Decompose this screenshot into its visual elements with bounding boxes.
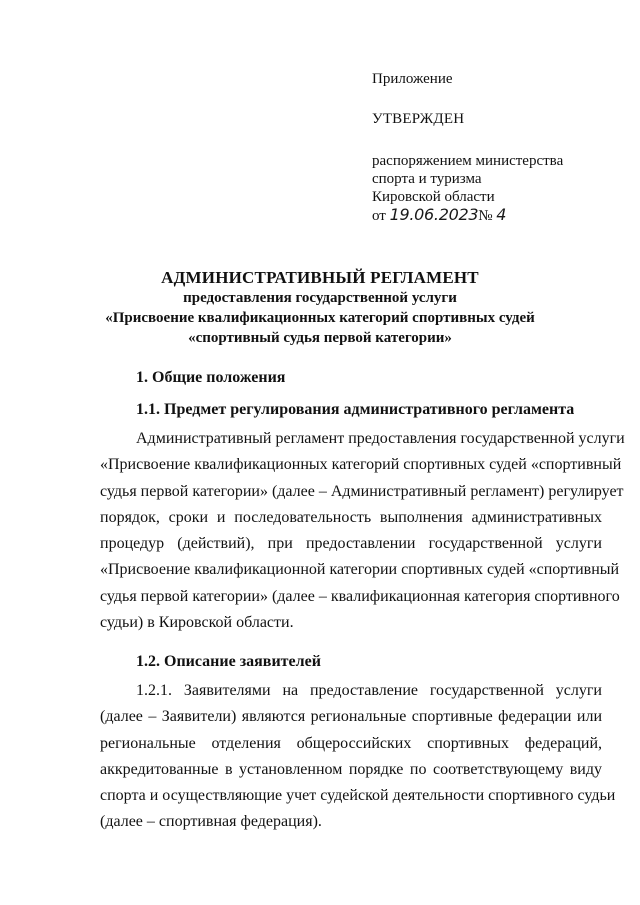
paragraph-line: «Присвоение квалификационных категорий спортивных судей «спортивный bbox=[100, 456, 622, 474]
paragraph-line: (далее – Заявители) являются региональные спортивные федерации или bbox=[100, 708, 602, 726]
paragraph-line: процедур (действий), при предоставлении государственной услуги bbox=[100, 535, 602, 553]
order-date-line bbox=[372, 206, 612, 225]
section-heading-applicants: 1.2. Описание заявителей bbox=[136, 653, 321, 670]
paragraph-subject bbox=[100, 426, 625, 636]
order-line-2: спорта и туризма bbox=[372, 171, 482, 187]
appendix-label: Приложение bbox=[372, 71, 453, 87]
approved-label: УТВЕРЖДЕН bbox=[372, 111, 465, 127]
handwritten-date: 19.06.2023 bbox=[389, 205, 479, 224]
paragraph-line: «Присвоение квалификационной категории спортивных судей «спортивный bbox=[100, 561, 620, 579]
title-line-2: предоставления государственной услуги bbox=[183, 290, 457, 306]
approval-stamp-block bbox=[372, 70, 612, 225]
paragraph-line: региональные отделения общероссийских спортивных федераций, bbox=[100, 734, 602, 752]
date-prefix: от bbox=[372, 208, 386, 224]
paragraph-line: судья первой категории» (далее – Административный регламент) регулирует bbox=[100, 482, 624, 500]
handwritten-number: 4 bbox=[496, 205, 507, 224]
paragraph-line: аккредитованные в установленном порядке по соответствующему виду bbox=[100, 760, 602, 778]
paragraph-applicants bbox=[100, 678, 616, 836]
title-line-3: «Присвоение квалификационных категорий спортивных судей bbox=[105, 310, 535, 326]
paragraph-line: 1.2.1. Заявителями на предоставление государственной услуги bbox=[136, 682, 602, 699]
paragraph-line: спорта и осуществляющие учет судейской деятельности спортивного судьи bbox=[100, 787, 616, 805]
section-heading-general: 1. Общие положения bbox=[136, 369, 286, 386]
title-line-4: «спортивный судья первой категории» bbox=[188, 330, 452, 346]
order-line-3: Кировской области bbox=[372, 189, 495, 205]
order-line-1: распоряжением министерства bbox=[372, 153, 564, 169]
document-title bbox=[0, 268, 640, 348]
paragraph-line: порядок, сроки и последовательность выполнения административных bbox=[100, 508, 602, 526]
paragraph-line: Административный регламент предоставления государственной услуги bbox=[136, 430, 625, 447]
number-sign: № bbox=[478, 208, 493, 224]
paragraph-line: судьи) в Кировской области. bbox=[100, 614, 294, 632]
paragraph-line: (далее – спортивная федерация). bbox=[100, 813, 322, 831]
paragraph-line: судья первой категории» (далее – квалификационная категория спортивного bbox=[100, 587, 620, 605]
section-heading-subject: 1.1. Предмет регулирования административного регламента bbox=[136, 401, 575, 418]
title-main: АДМИНИСТРАТИВНЫЙ РЕГЛАМЕНТ bbox=[161, 268, 479, 287]
